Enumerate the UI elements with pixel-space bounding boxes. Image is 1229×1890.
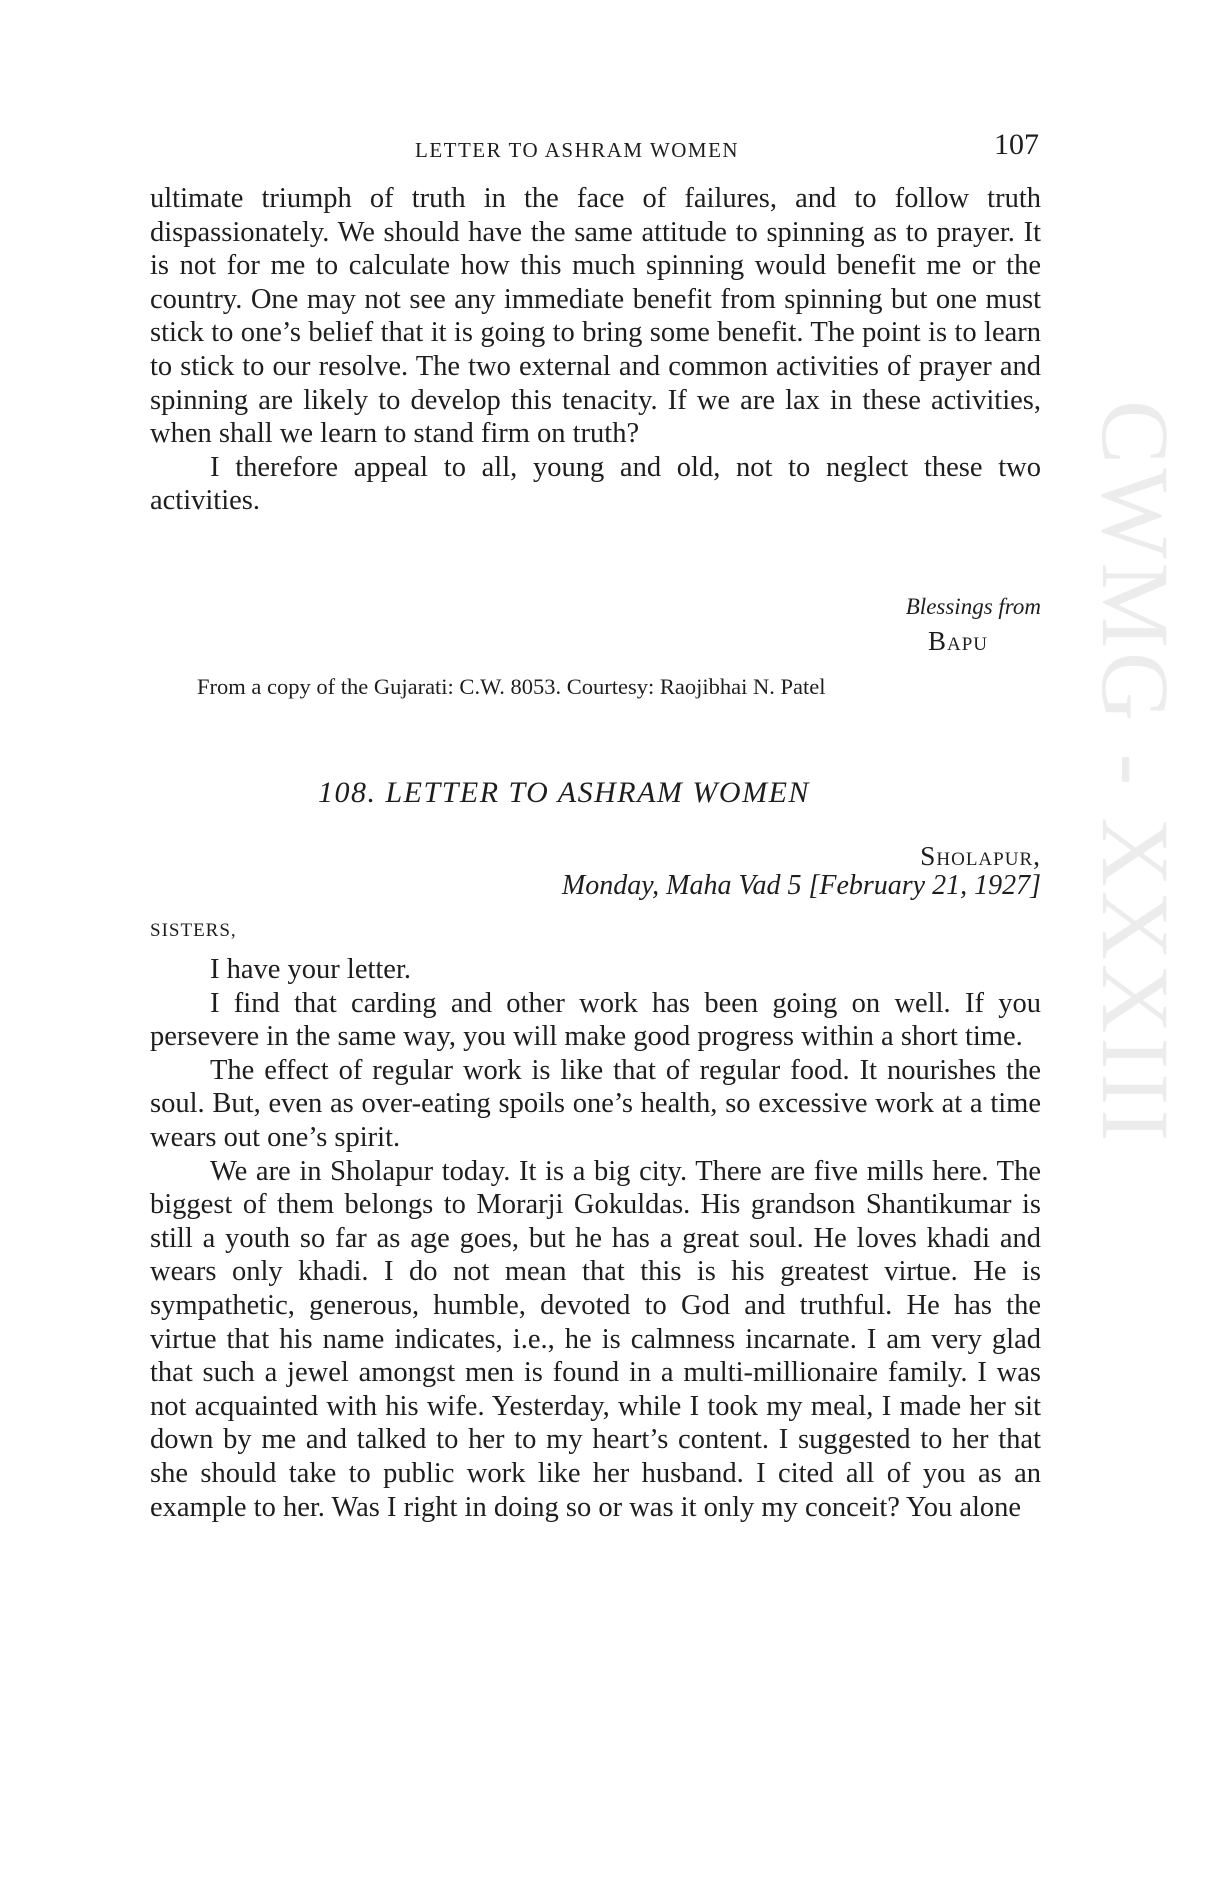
letter-date: Monday, Maha Vad 5 [February 21, 1927] — [561, 870, 1041, 901]
watermark: CWMG - XXXIII — [1082, 400, 1189, 1146]
paragraph: We are in Sholapur today. It is a big city. There are five mills here. The biggest of them belongs to Morarji Gokuldas. His grandson Shantikumar is still a youth so far as age goes, but he has a great soul. He loves khadi and wears only khadi. I do not mean that this is his greatest virtue. He is sympathetic, generous, humble, devoted to God and truthful. He has the virtue that his name indicates, i.e., he is calmness incarnate. I am very glad that such a jewel amongst men is found in a multi-millionaire family. I was not acquainted with his wife. Yesterday, while I took my meal, I made her sit down by me and talked to her to my heart’s content. I suggested to her that she should take to public work like her husband. I cited all of you as an example to her. Was I right in doing so or was it only my conceit? You alone — [150, 1155, 1041, 1523]
salutation: SISTERS, — [150, 920, 237, 941]
paragraph: I find that carding and other work has been going on well. If you persevere in the same way, you will make good progress within a short time. — [150, 987, 1041, 1053]
paragraph: ultimate triumph of truth in the face of failures, and to follow truth dispassionately. We should have the same attitude to spinning as to prayer. It is not for me to calculate how this much spinning would benefit me or the country. One may not see any immediate benefit from spinning but one must stick to one’s belief that it is going to bring some benefit. The point is to learn to stick to our resolve. The two external and common activities of prayer and spinning are likely to develop this tenacity. If we are lax in these activities, when shall we learn to stand firm on truth? — [150, 183, 1041, 450]
signature: Bapu — [928, 626, 989, 656]
letter-body — [150, 953, 1041, 1524]
continued-text — [150, 182, 1041, 518]
running-title: LETTER TO ASHRAM WOMEN — [415, 138, 740, 162]
paragraph: The effect of regular work is like that of regular food. It nourishes the soul. But, even as over-eating spoils one’s health, so excessive work at a time wears out one’s spirit. — [150, 1054, 1041, 1153]
paragraph: I therefore appeal to all, young and old, not to neglect these two activities. — [150, 451, 1041, 517]
source-note: From a copy of the Gujarati: C.W. 8053. Courtesy: Raojibhai N. Patel — [197, 674, 826, 699]
page-header — [150, 128, 1041, 168]
paragraph: I have your letter. — [210, 954, 412, 985]
page-number: 107 — [994, 128, 1039, 161]
blessings: Blessings from — [905, 594, 1041, 619]
letter-place: Sholapur, — [920, 840, 1041, 871]
letter-title: 108. LETTER TO ASHRAM WOMEN — [318, 776, 810, 809]
